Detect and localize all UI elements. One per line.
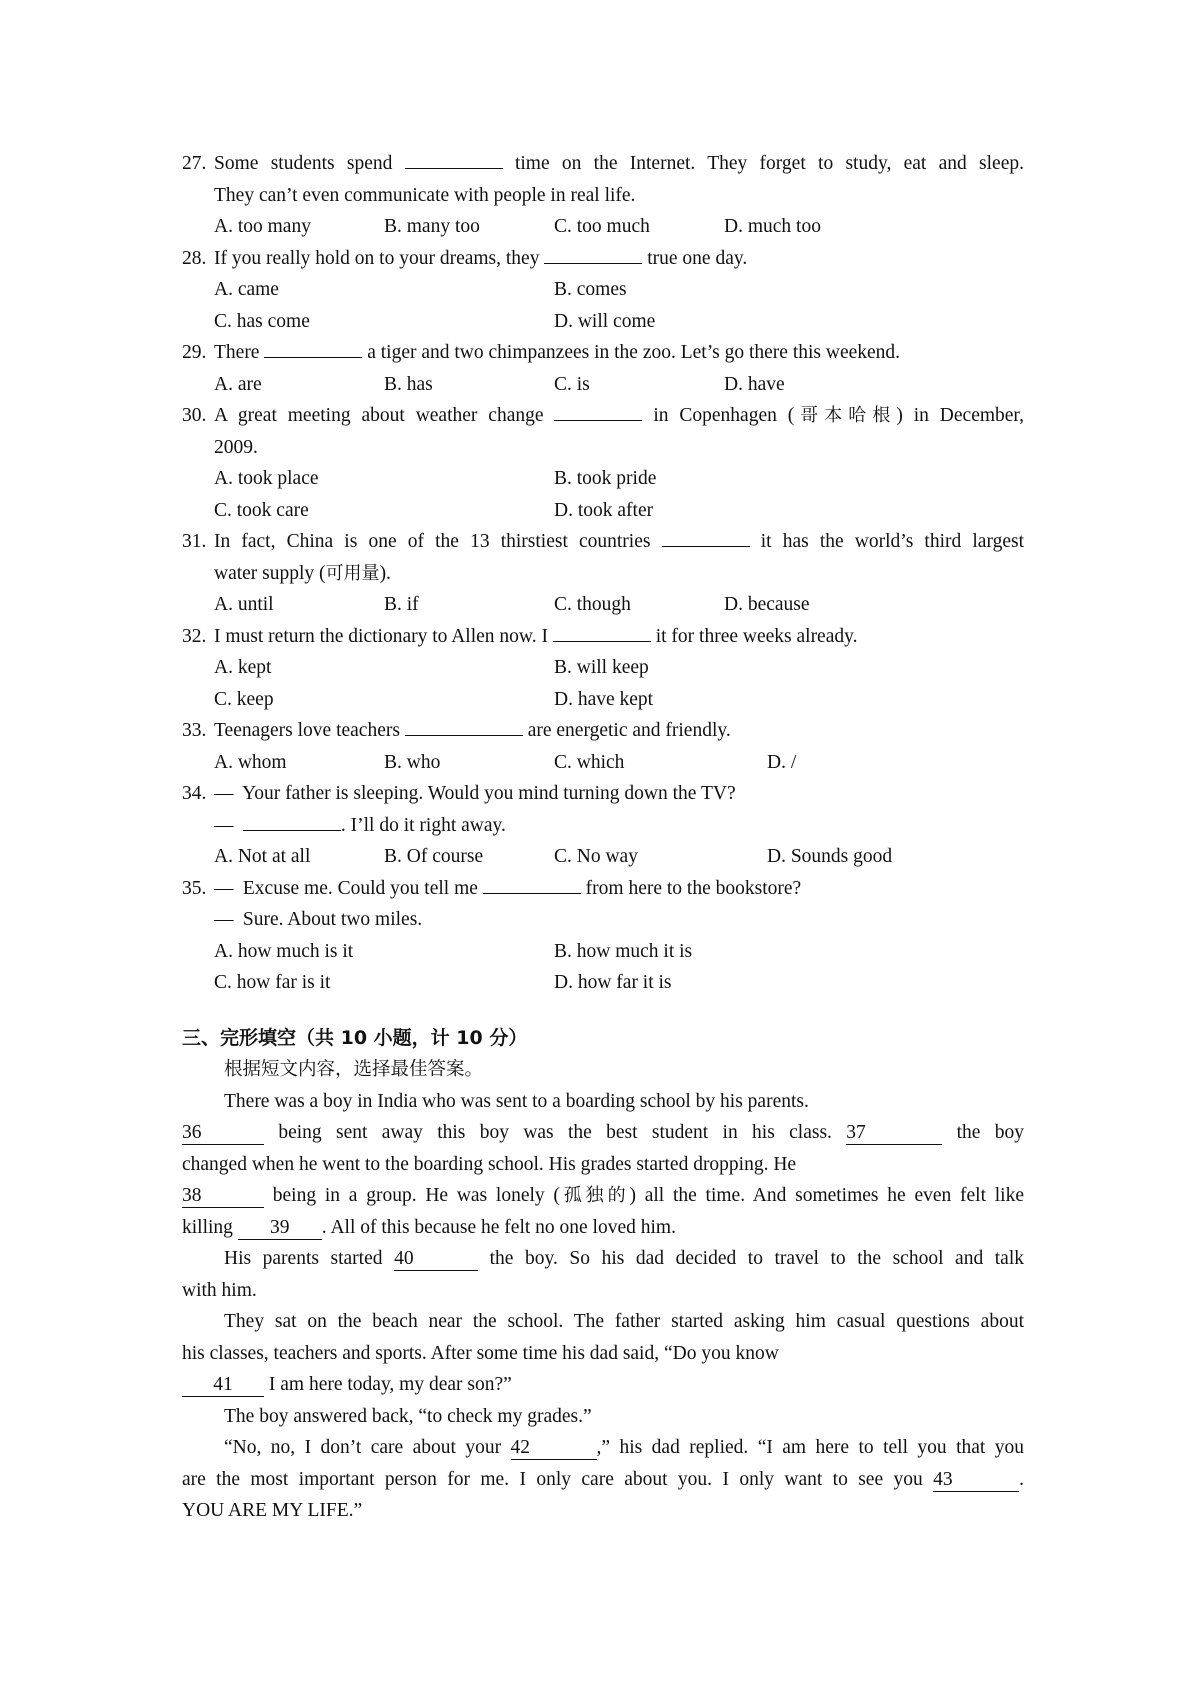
dialogue-dash: — [214, 877, 234, 899]
question-number: 32. [182, 625, 207, 647]
question-27 [182, 148, 1024, 180]
passage-paragraph: They sat on the beach near the school. The father started asking him casual questions about [224, 1311, 1024, 1332]
question-number: 34. [182, 783, 207, 804]
option-c: C. too much [554, 216, 650, 237]
option-c: C. how far is it [214, 972, 331, 993]
option-a: A. came [214, 279, 279, 300]
option-b: B. has [384, 373, 433, 395]
question-number: 30. [182, 405, 207, 426]
question-text: from here to the bookstore? [585, 877, 802, 899]
option-c: C. has come [214, 310, 310, 332]
answer-blank [405, 150, 503, 169]
options-row [182, 306, 1024, 338]
question-text: true one day. [647, 247, 748, 269]
passage-text: being in a group. He was lonely ( [272, 1185, 560, 1206]
question-number: 33. [182, 720, 207, 741]
question-text: are energetic and friendly. [527, 720, 731, 741]
option-b: B. comes [554, 279, 627, 300]
option-a: A. took place [214, 468, 319, 489]
question-31 [182, 526, 1024, 558]
option-b: B. took pride [554, 468, 657, 489]
passage-text: “No, no, I don’t care about your [224, 1437, 502, 1458]
option-d: D. will come [554, 310, 656, 332]
option-d: D. / [767, 751, 797, 773]
passage-text: killing [182, 1216, 233, 1238]
chinese-gloss: 可用量 [325, 562, 380, 584]
option-b: B. how much it is [554, 940, 693, 962]
question-28 [182, 243, 1024, 275]
options-row [182, 684, 1024, 716]
option-c: C. though [554, 594, 631, 615]
option-a: A. kept [214, 657, 272, 678]
answer-blank [553, 623, 651, 642]
dialogue-reply: Sure. About two miles. [242, 909, 423, 930]
passage-text: His parents started [224, 1248, 383, 1269]
numbered-blank: 41 [182, 1374, 264, 1397]
question-text: ) in December, [896, 405, 1025, 426]
option-d: D. because [724, 594, 810, 615]
question-text: If you really hold on to your dreams, they [214, 247, 540, 269]
option-d: D. Sounds good [767, 846, 893, 867]
option-a: A. too many [214, 216, 311, 237]
options-row [182, 747, 1024, 779]
question-text: a tiger and two chimpanzees in the zoo. Let’s go there this weekend. [367, 342, 901, 363]
passage-text: are the most important person for me. I only care about you. I only want to see you [182, 1468, 923, 1490]
question-text: it has the world’s third largest [760, 531, 1025, 552]
passage-text: being sent away this boy was the best student in his class. [278, 1122, 832, 1143]
answer-blank [662, 528, 750, 547]
passage-text: . [1019, 1468, 1025, 1490]
option-c: C. is [554, 373, 590, 395]
answer-blank [405, 717, 523, 736]
options-row [182, 841, 1024, 873]
question-35 [182, 873, 1024, 905]
question-33 [182, 715, 1024, 747]
passage-text: . All of this because he felt no one loved him. [321, 1216, 676, 1238]
question-text: In fact, China is one of the 13 thirstiest countries [214, 531, 651, 552]
options-row [182, 589, 1024, 621]
numbered-blank: 37 [846, 1122, 942, 1145]
passage-paragraph: There was a boy in India who was sent to a boarding school by his parents. [224, 1090, 809, 1112]
question-continuation: ). [379, 562, 391, 584]
passage-text: ) all the time. And sometimes he even felt like [629, 1185, 1024, 1206]
option-b: B. Of course [384, 846, 484, 867]
section-instruction: 根据短文内容，选择最佳答案。 [224, 1059, 484, 1080]
option-a: A. Not at all [214, 846, 311, 867]
option-a: A. how much is it [214, 940, 354, 962]
numbered-blank: 43 [933, 1469, 1019, 1492]
options-row [182, 936, 1024, 968]
option-a: A. whom [214, 751, 287, 773]
passage-text: his classes, teachers and sports. After some time his dad said, “Do you know [182, 1342, 779, 1364]
passage-text: YOU ARE MY LIFE.” [182, 1500, 363, 1521]
passage-text: the boy. So his dad decided to travel to the school and talk [489, 1248, 1024, 1269]
passage-text: changed when he went to the boarding school. His grades started dropping. He [182, 1153, 797, 1175]
passage-text: ,” his dad replied. “I am here to tell you that you [596, 1437, 1024, 1458]
question-text: time on the Internet. They forget to study, eat and sleep. [514, 153, 1024, 174]
numbered-blank: 40 [394, 1248, 478, 1271]
option-b: B. many too [384, 216, 480, 237]
question-text: Your father is sleeping. Would you mind turning down the TV? [242, 783, 736, 804]
question-text: Some students spend [214, 153, 393, 174]
options-row [182, 274, 1024, 306]
option-d: D. took after [554, 499, 654, 521]
question-number: 29. [182, 342, 207, 363]
question-text: Teenagers love teachers [214, 720, 400, 741]
question-continuation: water supply ( [214, 562, 326, 584]
question-text: There [214, 342, 260, 363]
numbered-blank: 42 [511, 1437, 597, 1460]
options-row [182, 211, 1024, 243]
options-row [182, 463, 1024, 495]
passage-paragraph: The boy answered back, “to check my grades.” [224, 1405, 592, 1427]
answer-blank [483, 875, 581, 894]
question-continuation: They can’t even communicate with people in real life. [214, 184, 636, 206]
passage-text: I am here today, my dear son?” [268, 1374, 512, 1395]
option-d: D. much too [724, 216, 821, 237]
answer-blank [264, 339, 362, 358]
dialogue-dash: — [214, 814, 234, 836]
option-a: A. until [214, 594, 274, 615]
answer-blank [544, 245, 642, 264]
answer-blank [243, 812, 341, 831]
passage-text: with him. [182, 1279, 257, 1301]
numbered-blank: 39 [238, 1217, 322, 1240]
options-row [182, 967, 1024, 999]
option-c: C. took care [214, 499, 309, 521]
option-b: B. who [384, 751, 441, 773]
question-text: I must return the dictionary to Allen now. I [214, 625, 548, 647]
question-text: it for three weeks already. [655, 625, 858, 647]
option-a: A. are [214, 373, 262, 395]
option-c: C. which [554, 751, 625, 773]
answer-blank [554, 402, 642, 421]
question-number: 27. [182, 153, 207, 174]
section-title: 三、完形填空（共 10 小题，计 10 分） [182, 1026, 528, 1049]
question-32 [182, 621, 1024, 653]
exam-page [182, 148, 1024, 1527]
options-row [182, 369, 1024, 401]
question-number: 28. [182, 247, 207, 269]
question-text: Excuse me. Could you tell me [242, 877, 478, 899]
question-30 [182, 400, 1024, 432]
option-d: D. have [724, 373, 785, 395]
option-d: D. have kept [554, 688, 654, 710]
option-c: C. keep [214, 688, 274, 710]
options-row [182, 495, 1024, 527]
question-34 [182, 778, 1024, 810]
option-d: D. how far it is [554, 972, 672, 993]
option-b: B. will keep [554, 657, 649, 678]
question-text: A great meeting about weather change [214, 405, 544, 426]
options-row [182, 652, 1024, 684]
option-c: C. No way [554, 846, 638, 867]
dialogue-dash: — [214, 783, 234, 804]
chinese-gloss: 哥本哈根 [794, 405, 897, 426]
dialogue-dash: — [214, 909, 234, 930]
option-b: B. if [384, 594, 419, 615]
question-number: 31. [182, 531, 207, 552]
chinese-gloss: 孤独的 [559, 1185, 630, 1206]
question-number: 35. [182, 877, 207, 899]
question-29 [182, 337, 1024, 369]
question-continuation: 2009. [214, 436, 258, 458]
passage-text: the boy [956, 1122, 1025, 1143]
dialogue-reply: . I’ll do it right away. [340, 814, 506, 836]
numbered-blank: 36 [182, 1122, 264, 1145]
question-text: in Copenhagen ( [653, 405, 795, 426]
numbered-blank: 38 [182, 1185, 264, 1208]
